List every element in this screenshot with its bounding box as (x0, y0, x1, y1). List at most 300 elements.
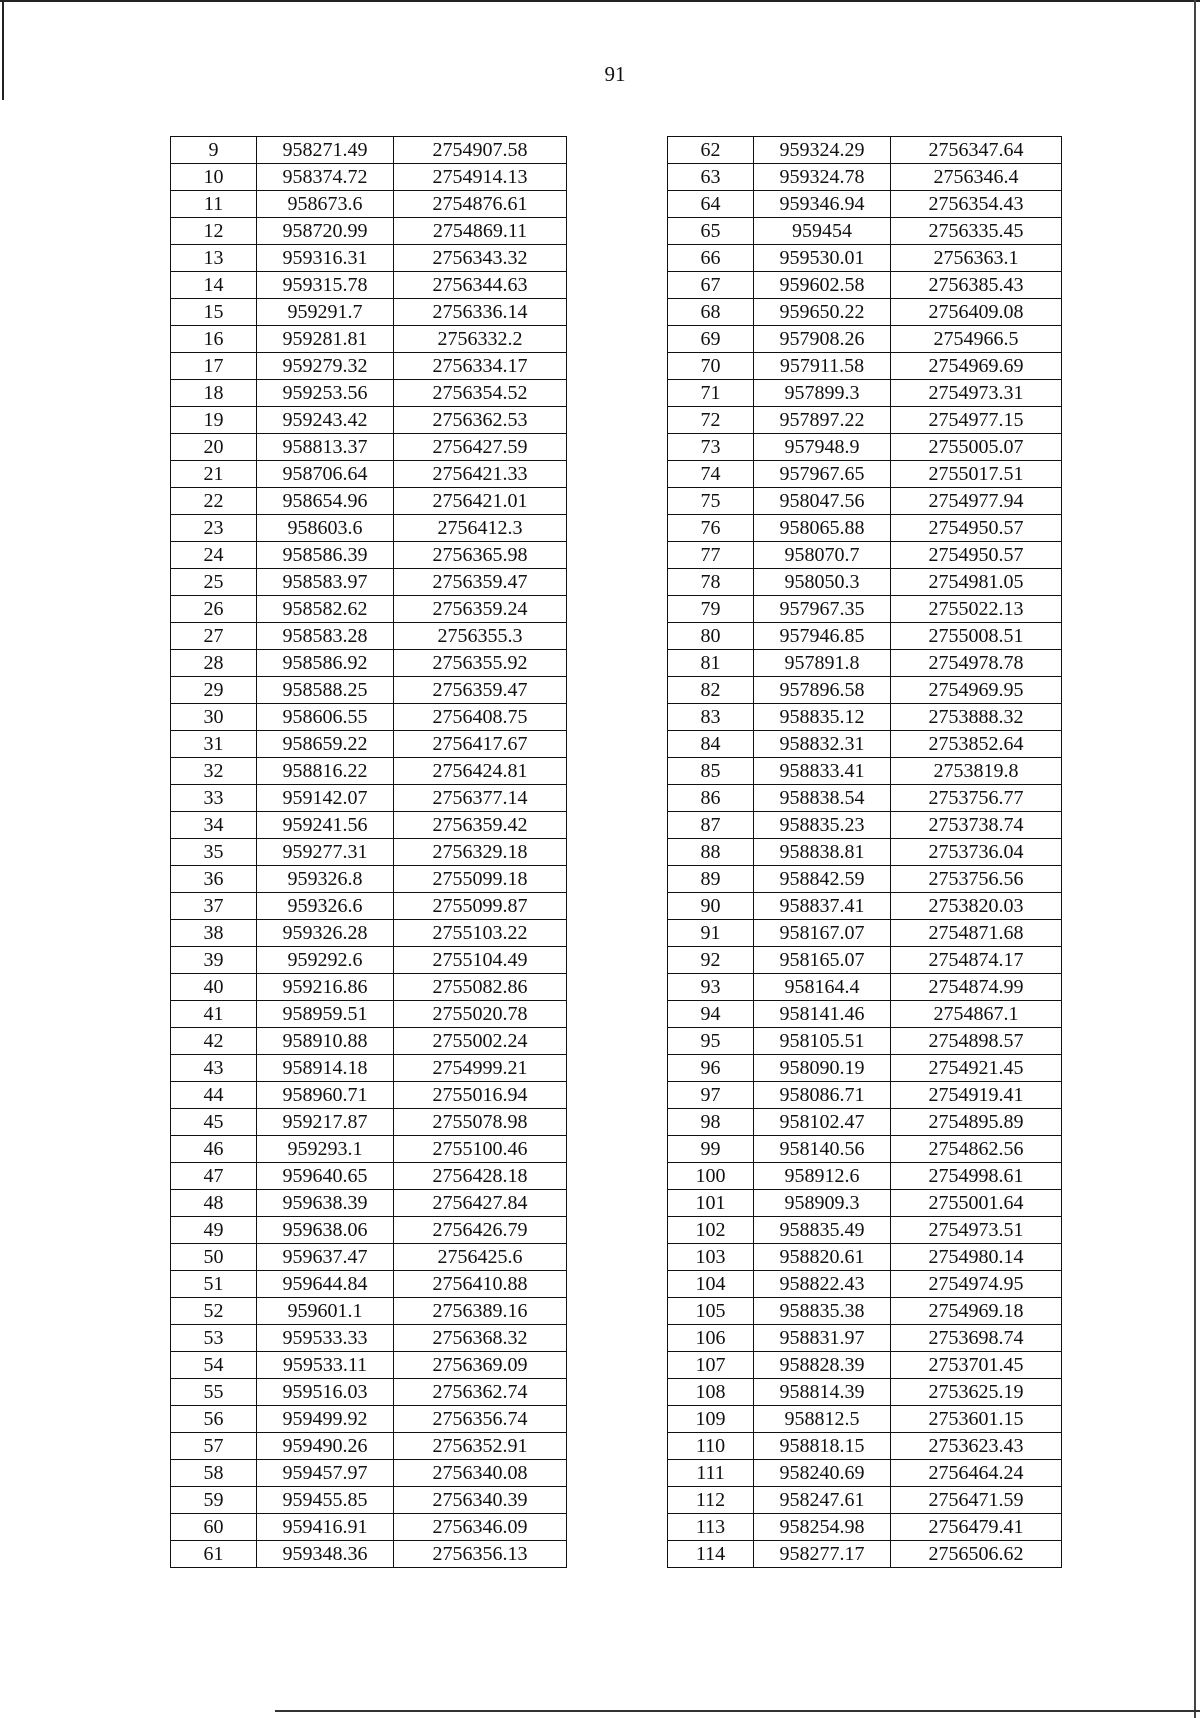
table-row (171, 731, 567, 758)
point-number-cell: 80 (668, 623, 754, 650)
y-coordinate-cell: 2754895.89 (891, 1109, 1062, 1136)
x-coordinate-cell: 958822.43 (754, 1271, 891, 1298)
table-row (668, 164, 1062, 191)
y-coordinate-cell: 2756408.75 (394, 704, 567, 731)
y-coordinate-cell: 2756385.43 (891, 272, 1062, 299)
point-number-cell: 100 (668, 1163, 754, 1190)
table-row (668, 1541, 1062, 1568)
x-coordinate-cell: 958659.22 (257, 731, 394, 758)
table-row (668, 515, 1062, 542)
x-coordinate-cell: 959490.26 (257, 1433, 394, 1460)
y-coordinate-cell: 2754869.11 (394, 218, 567, 245)
point-number-cell: 42 (171, 1028, 257, 1055)
x-coordinate-cell: 957908.26 (754, 326, 891, 353)
point-number-cell: 73 (668, 434, 754, 461)
table-row (668, 218, 1062, 245)
x-coordinate-cell: 958812.5 (754, 1406, 891, 1433)
point-number-cell: 22 (171, 488, 257, 515)
y-coordinate-cell: 2756347.64 (891, 137, 1062, 164)
y-coordinate-cell: 2756344.63 (394, 272, 567, 299)
point-number-cell: 48 (171, 1190, 257, 1217)
point-number-cell: 58 (171, 1460, 257, 1487)
x-coordinate-cell: 958374.72 (257, 164, 394, 191)
point-number-cell: 35 (171, 839, 257, 866)
x-coordinate-cell: 958818.15 (754, 1433, 891, 1460)
table-row (171, 326, 567, 353)
point-number-cell: 49 (171, 1217, 257, 1244)
point-number-cell: 21 (171, 461, 257, 488)
y-coordinate-cell: 2754874.17 (891, 947, 1062, 974)
y-coordinate-cell: 2756377.14 (394, 785, 567, 812)
x-coordinate-cell: 958247.61 (754, 1487, 891, 1514)
y-coordinate-cell: 2753738.74 (891, 812, 1062, 839)
x-coordinate-cell: 958586.39 (257, 542, 394, 569)
point-number-cell: 45 (171, 1109, 257, 1136)
point-number-cell: 99 (668, 1136, 754, 1163)
point-number-cell: 79 (668, 596, 754, 623)
table-row (668, 1163, 1062, 1190)
point-number-cell: 18 (171, 380, 257, 407)
point-number-cell: 71 (668, 380, 754, 407)
point-number-cell: 33 (171, 785, 257, 812)
table-row (171, 407, 567, 434)
y-coordinate-cell: 2753756.77 (891, 785, 1062, 812)
table-row (171, 677, 567, 704)
point-number-cell: 102 (668, 1217, 754, 1244)
table-row (668, 461, 1062, 488)
coordinate-table-left (170, 136, 567, 1568)
x-coordinate-cell: 958047.56 (754, 488, 891, 515)
table-row (171, 488, 567, 515)
point-number-cell: 82 (668, 677, 754, 704)
y-coordinate-cell: 2755001.64 (891, 1190, 1062, 1217)
table-row (668, 542, 1062, 569)
table-row (171, 515, 567, 542)
x-coordinate-cell: 958816.22 (257, 758, 394, 785)
x-coordinate-cell: 958842.59 (754, 866, 891, 893)
table-row (668, 1136, 1062, 1163)
y-coordinate-cell: 2756354.43 (891, 191, 1062, 218)
y-coordinate-cell: 2756355.92 (394, 650, 567, 677)
table-row (668, 488, 1062, 515)
table-row (171, 272, 567, 299)
table-row (171, 1325, 567, 1352)
x-coordinate-cell: 958831.97 (754, 1325, 891, 1352)
table-row (171, 137, 567, 164)
point-number-cell: 55 (171, 1379, 257, 1406)
scan-edge-left (2, 0, 4, 100)
y-coordinate-cell: 2756428.18 (394, 1163, 567, 1190)
point-number-cell: 92 (668, 947, 754, 974)
x-coordinate-cell: 958814.39 (754, 1379, 891, 1406)
table-row (668, 866, 1062, 893)
x-coordinate-cell: 957967.65 (754, 461, 891, 488)
point-number-cell: 47 (171, 1163, 257, 1190)
table-row (171, 785, 567, 812)
table-row (171, 1109, 567, 1136)
table-row (171, 1541, 567, 1568)
y-coordinate-cell: 2756359.24 (394, 596, 567, 623)
x-coordinate-cell: 957897.22 (754, 407, 891, 434)
y-coordinate-cell: 2753756.56 (891, 866, 1062, 893)
table-row (668, 434, 1062, 461)
x-coordinate-cell: 958167.07 (754, 920, 891, 947)
x-coordinate-cell: 958165.07 (754, 947, 891, 974)
x-coordinate-cell: 958606.55 (257, 704, 394, 731)
point-number-cell: 11 (171, 191, 257, 218)
point-number-cell: 78 (668, 569, 754, 596)
table-row (171, 1379, 567, 1406)
table-row (171, 1190, 567, 1217)
point-number-cell: 10 (171, 164, 257, 191)
point-number-cell: 104 (668, 1271, 754, 1298)
x-coordinate-cell: 959602.58 (754, 272, 891, 299)
point-number-cell: 9 (171, 137, 257, 164)
y-coordinate-cell: 2753852.64 (891, 731, 1062, 758)
y-coordinate-cell: 2754862.56 (891, 1136, 1062, 1163)
point-number-cell: 54 (171, 1352, 257, 1379)
x-coordinate-cell: 959638.39 (257, 1190, 394, 1217)
point-number-cell: 24 (171, 542, 257, 569)
table-row (171, 218, 567, 245)
x-coordinate-cell: 959326.28 (257, 920, 394, 947)
point-number-cell: 39 (171, 947, 257, 974)
point-number-cell: 27 (171, 623, 257, 650)
x-coordinate-cell: 958959.51 (257, 1001, 394, 1028)
point-number-cell: 19 (171, 407, 257, 434)
table-row (171, 758, 567, 785)
y-coordinate-cell: 2756359.47 (394, 677, 567, 704)
table-row (171, 893, 567, 920)
page-number: 91 (604, 62, 626, 86)
table-row (668, 677, 1062, 704)
y-coordinate-cell: 2753698.74 (891, 1325, 1062, 1352)
point-number-cell: 32 (171, 758, 257, 785)
scan-edge-right (1194, 0, 1196, 1718)
coordinate-table-left-body (171, 137, 567, 1568)
point-number-cell: 34 (171, 812, 257, 839)
y-coordinate-cell: 2756421.33 (394, 461, 567, 488)
point-number-cell: 98 (668, 1109, 754, 1136)
y-coordinate-cell: 2753819.8 (891, 758, 1062, 785)
x-coordinate-cell: 958603.6 (257, 515, 394, 542)
point-number-cell: 84 (668, 731, 754, 758)
y-coordinate-cell: 2754977.94 (891, 488, 1062, 515)
x-coordinate-cell: 959533.11 (257, 1352, 394, 1379)
y-coordinate-cell: 2756334.17 (394, 353, 567, 380)
x-coordinate-cell: 958086.71 (754, 1082, 891, 1109)
x-coordinate-cell: 958105.51 (754, 1028, 891, 1055)
x-coordinate-cell: 959216.86 (257, 974, 394, 1001)
table-row (668, 1109, 1062, 1136)
x-coordinate-cell: 959533.33 (257, 1325, 394, 1352)
y-coordinate-cell: 2756368.32 (394, 1325, 567, 1352)
table-row (668, 758, 1062, 785)
table-row (171, 1433, 567, 1460)
x-coordinate-cell: 959455.85 (257, 1487, 394, 1514)
table-row (171, 299, 567, 326)
table-row (668, 650, 1062, 677)
point-number-cell: 26 (171, 596, 257, 623)
x-coordinate-cell: 959241.56 (257, 812, 394, 839)
x-coordinate-cell: 957946.85 (754, 623, 891, 650)
y-coordinate-cell: 2756479.41 (891, 1514, 1062, 1541)
y-coordinate-cell: 2756362.53 (394, 407, 567, 434)
point-number-cell: 63 (668, 164, 754, 191)
table-row (171, 1271, 567, 1298)
y-coordinate-cell: 2753601.15 (891, 1406, 1062, 1433)
table-row (171, 1460, 567, 1487)
point-number-cell: 41 (171, 1001, 257, 1028)
x-coordinate-cell: 958838.54 (754, 785, 891, 812)
point-number-cell: 81 (668, 650, 754, 677)
table-row (668, 380, 1062, 407)
y-coordinate-cell: 2753820.03 (891, 893, 1062, 920)
x-coordinate-cell: 959457.97 (257, 1460, 394, 1487)
table-row (668, 1352, 1062, 1379)
point-number-cell: 72 (668, 407, 754, 434)
table-row (668, 704, 1062, 731)
y-coordinate-cell: 2756471.59 (891, 1487, 1062, 1514)
point-number-cell: 96 (668, 1055, 754, 1082)
x-coordinate-cell: 959142.07 (257, 785, 394, 812)
y-coordinate-cell: 2755016.94 (394, 1082, 567, 1109)
point-number-cell: 59 (171, 1487, 257, 1514)
table-row (171, 1028, 567, 1055)
point-number-cell: 52 (171, 1298, 257, 1325)
y-coordinate-cell: 2755017.51 (891, 461, 1062, 488)
table-row (668, 353, 1062, 380)
x-coordinate-cell: 958832.31 (754, 731, 891, 758)
y-coordinate-cell: 2756427.59 (394, 434, 567, 461)
point-number-cell: 88 (668, 839, 754, 866)
point-number-cell: 113 (668, 1514, 754, 1541)
x-coordinate-cell: 958588.25 (257, 677, 394, 704)
point-number-cell: 13 (171, 245, 257, 272)
y-coordinate-cell: 2755078.98 (394, 1109, 567, 1136)
table-row (668, 407, 1062, 434)
x-coordinate-cell: 958050.3 (754, 569, 891, 596)
table-row (171, 164, 567, 191)
y-coordinate-cell: 2754950.57 (891, 515, 1062, 542)
point-number-cell: 114 (668, 1541, 754, 1568)
x-coordinate-cell: 957891.8 (754, 650, 891, 677)
y-coordinate-cell: 2753701.45 (891, 1352, 1062, 1379)
x-coordinate-cell: 958673.6 (257, 191, 394, 218)
y-coordinate-cell: 2756356.13 (394, 1541, 567, 1568)
y-coordinate-cell: 2754973.51 (891, 1217, 1062, 1244)
table-row (668, 137, 1062, 164)
y-coordinate-cell: 2755020.78 (394, 1001, 567, 1028)
x-coordinate-cell: 958912.6 (754, 1163, 891, 1190)
table-row (171, 704, 567, 731)
point-number-cell: 12 (171, 218, 257, 245)
point-number-cell: 103 (668, 1244, 754, 1271)
point-number-cell: 14 (171, 272, 257, 299)
x-coordinate-cell: 959316.31 (257, 245, 394, 272)
x-coordinate-cell: 959324.78 (754, 164, 891, 191)
point-number-cell: 97 (668, 1082, 754, 1109)
y-coordinate-cell: 2754919.41 (891, 1082, 1062, 1109)
y-coordinate-cell: 2756421.01 (394, 488, 567, 515)
y-coordinate-cell: 2756362.74 (394, 1379, 567, 1406)
table-row (668, 1487, 1062, 1514)
table-row (668, 1325, 1062, 1352)
x-coordinate-cell: 959291.7 (257, 299, 394, 326)
point-number-cell: 106 (668, 1325, 754, 1352)
x-coordinate-cell: 959640.65 (257, 1163, 394, 1190)
y-coordinate-cell: 2756355.3 (394, 623, 567, 650)
x-coordinate-cell: 958582.62 (257, 596, 394, 623)
point-number-cell: 16 (171, 326, 257, 353)
y-coordinate-cell: 2756343.32 (394, 245, 567, 272)
table-row (668, 596, 1062, 623)
point-number-cell: 28 (171, 650, 257, 677)
table-row (668, 974, 1062, 1001)
x-coordinate-cell: 958583.28 (257, 623, 394, 650)
y-coordinate-cell: 2756354.52 (394, 380, 567, 407)
x-coordinate-cell: 958960.71 (257, 1082, 394, 1109)
point-number-cell: 109 (668, 1406, 754, 1433)
y-coordinate-cell: 2756412.3 (394, 515, 567, 542)
table-row (668, 1001, 1062, 1028)
point-number-cell: 85 (668, 758, 754, 785)
point-number-cell: 111 (668, 1460, 754, 1487)
x-coordinate-cell: 958254.98 (754, 1514, 891, 1541)
table-row (171, 920, 567, 947)
x-coordinate-cell: 959644.84 (257, 1271, 394, 1298)
y-coordinate-cell: 2756426.79 (394, 1217, 567, 1244)
y-coordinate-cell: 2755008.51 (891, 623, 1062, 650)
point-number-cell: 75 (668, 488, 754, 515)
point-number-cell: 69 (668, 326, 754, 353)
y-coordinate-cell: 2756363.1 (891, 245, 1062, 272)
table-row (171, 623, 567, 650)
table-row (171, 1406, 567, 1433)
point-number-cell: 53 (171, 1325, 257, 1352)
y-coordinate-cell: 2754999.21 (394, 1055, 567, 1082)
table-row (668, 245, 1062, 272)
x-coordinate-cell: 959638.06 (257, 1217, 394, 1244)
x-coordinate-cell: 957911.58 (754, 353, 891, 380)
x-coordinate-cell: 958065.88 (754, 515, 891, 542)
x-coordinate-cell: 958102.47 (754, 1109, 891, 1136)
y-coordinate-cell: 2754898.57 (891, 1028, 1062, 1055)
y-coordinate-cell: 2756340.08 (394, 1460, 567, 1487)
point-number-cell: 83 (668, 704, 754, 731)
table-row (171, 812, 567, 839)
point-number-cell: 86 (668, 785, 754, 812)
x-coordinate-cell: 957948.9 (754, 434, 891, 461)
table-row (171, 380, 567, 407)
table-row (171, 353, 567, 380)
point-number-cell: 37 (171, 893, 257, 920)
y-coordinate-cell: 2754874.99 (891, 974, 1062, 1001)
table-row (171, 1217, 567, 1244)
point-number-cell: 93 (668, 974, 754, 1001)
table-row (668, 1217, 1062, 1244)
table-row (668, 785, 1062, 812)
x-coordinate-cell: 958141.46 (754, 1001, 891, 1028)
y-coordinate-cell: 2756365.98 (394, 542, 567, 569)
x-coordinate-cell: 959348.36 (257, 1541, 394, 1568)
point-number-cell: 15 (171, 299, 257, 326)
table-row (668, 1028, 1062, 1055)
point-number-cell: 101 (668, 1190, 754, 1217)
x-coordinate-cell: 958706.64 (257, 461, 394, 488)
point-number-cell: 70 (668, 353, 754, 380)
table-row (668, 569, 1062, 596)
point-number-cell: 50 (171, 1244, 257, 1271)
table-row (668, 1514, 1062, 1541)
y-coordinate-cell: 2756336.14 (394, 299, 567, 326)
table-row (668, 1082, 1062, 1109)
table-row (668, 893, 1062, 920)
y-coordinate-cell: 2756359.42 (394, 812, 567, 839)
table-row (171, 434, 567, 461)
y-coordinate-cell: 2755022.13 (891, 596, 1062, 623)
table-row (171, 1055, 567, 1082)
x-coordinate-cell: 957899.3 (754, 380, 891, 407)
point-number-cell: 91 (668, 920, 754, 947)
point-number-cell: 43 (171, 1055, 257, 1082)
table-row (171, 1352, 567, 1379)
table-row (668, 1406, 1062, 1433)
x-coordinate-cell: 958720.99 (257, 218, 394, 245)
point-number-cell: 77 (668, 542, 754, 569)
point-number-cell: 23 (171, 515, 257, 542)
y-coordinate-cell: 2754969.18 (891, 1298, 1062, 1325)
y-coordinate-cell: 2756417.67 (394, 731, 567, 758)
point-number-cell: 66 (668, 245, 754, 272)
x-coordinate-cell: 958909.3 (754, 1190, 891, 1217)
table-row (668, 272, 1062, 299)
point-number-cell: 20 (171, 434, 257, 461)
x-coordinate-cell: 959315.78 (257, 272, 394, 299)
x-coordinate-cell: 959326.8 (257, 866, 394, 893)
y-coordinate-cell: 2754981.05 (891, 569, 1062, 596)
table-row (668, 920, 1062, 947)
x-coordinate-cell: 959601.1 (257, 1298, 394, 1325)
point-number-cell: 46 (171, 1136, 257, 1163)
table-row (668, 812, 1062, 839)
y-coordinate-cell: 2754974.95 (891, 1271, 1062, 1298)
y-coordinate-cell: 2756427.84 (394, 1190, 567, 1217)
y-coordinate-cell: 2755103.22 (394, 920, 567, 947)
table-row (171, 1001, 567, 1028)
table-row (171, 542, 567, 569)
table-row (171, 1487, 567, 1514)
y-coordinate-cell: 2754998.61 (891, 1163, 1062, 1190)
x-coordinate-cell: 958277.17 (754, 1541, 891, 1568)
table-row (171, 947, 567, 974)
y-coordinate-cell: 2753736.04 (891, 839, 1062, 866)
x-coordinate-cell: 958914.18 (257, 1055, 394, 1082)
y-coordinate-cell: 2754980.14 (891, 1244, 1062, 1271)
x-coordinate-cell: 958240.69 (754, 1460, 891, 1487)
table-row (171, 1136, 567, 1163)
y-coordinate-cell: 2756352.91 (394, 1433, 567, 1460)
point-number-cell: 107 (668, 1352, 754, 1379)
y-coordinate-cell: 2754907.58 (394, 137, 567, 164)
point-number-cell: 105 (668, 1298, 754, 1325)
x-coordinate-cell: 959499.92 (257, 1406, 394, 1433)
x-coordinate-cell: 958140.56 (754, 1136, 891, 1163)
point-number-cell: 40 (171, 974, 257, 1001)
x-coordinate-cell: 959324.29 (754, 137, 891, 164)
y-coordinate-cell: 2755100.46 (394, 1136, 567, 1163)
table-row (668, 191, 1062, 218)
